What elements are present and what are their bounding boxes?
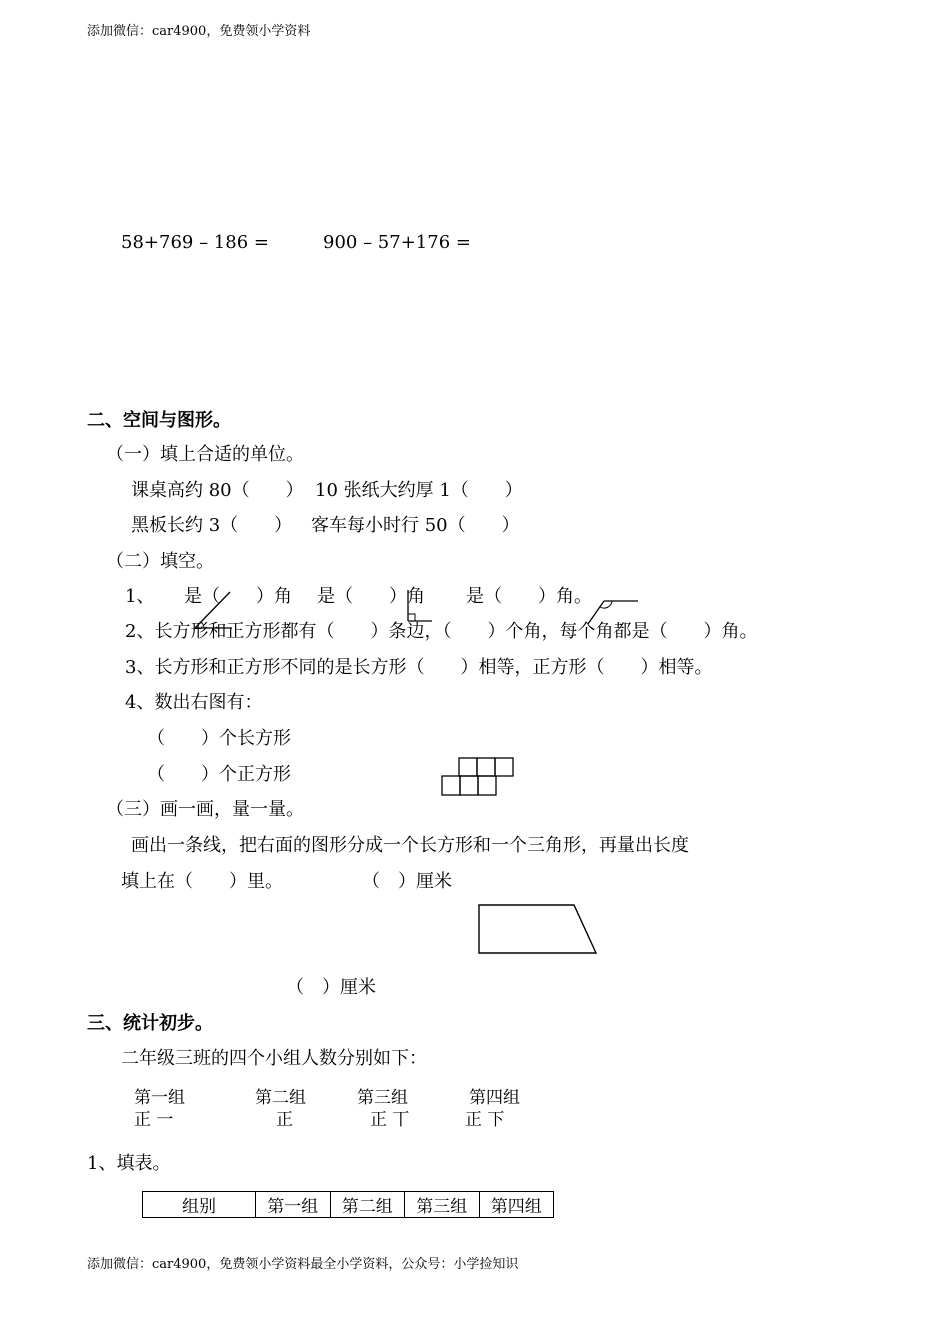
- calc-expression-2: 900 – 57+176 =: [323, 232, 471, 253]
- square-grid-figure: [440, 756, 518, 798]
- section3-title: 三、统计初步。: [87, 1013, 213, 1034]
- page-header: 添加微信：car4900，免费领小学资料: [87, 24, 311, 39]
- fill-q1-angle-c: 是（ ）角。: [466, 586, 592, 607]
- part2-title: （二）填空。: [106, 551, 214, 572]
- table-header-cell: 第二组: [330, 1192, 405, 1218]
- group-table: [142, 1191, 554, 1218]
- fill-q1-angle-a: 是（ ）角: [184, 586, 292, 607]
- trapezoid-figure: [476, 903, 602, 957]
- group-name: 第四组: [469, 1088, 520, 1108]
- table-header-cell: 组别: [143, 1192, 256, 1218]
- fill-q1-angle-b: 是（ ）角: [317, 586, 425, 607]
- table-row: [143, 1192, 554, 1218]
- fill-q1-number: 1、: [125, 586, 155, 607]
- statistics-intro: 二年级三班的四个小组人数分别如下：: [121, 1048, 427, 1069]
- unit-question-4: 客车每小时行 50（ ）: [311, 515, 520, 536]
- part3-title: （三）画一画，量一量。: [106, 799, 304, 820]
- fill-q3: 3、长方形和正方形不同的是长方形（ ）相等，正方形（ ）相等。: [125, 657, 713, 678]
- table-header-cell: 第三组: [405, 1192, 480, 1218]
- section2-title: 二、空间与图形。: [87, 410, 231, 431]
- length-label-top: （ ）厘米: [362, 871, 452, 892]
- draw-instruction-line2: 填上在（ ）里。: [121, 871, 283, 892]
- length-label-bottom: （ ）厘米: [286, 977, 376, 998]
- group-name: 第二组: [255, 1088, 306, 1108]
- draw-instruction-line1: 画出一条线，把右面的图形分成一个长方形和一个三角形，再量出长度: [131, 835, 689, 856]
- group-tally: 正 下: [465, 1110, 505, 1130]
- unit-question-3: 黑板长约 3（ ）: [131, 515, 293, 536]
- group-tally: 正: [276, 1110, 293, 1130]
- unit-question-2: 10 张纸大约厚 1（ ）: [315, 480, 523, 501]
- part1-title: （一）填上合适的单位。: [106, 444, 304, 465]
- group-tally: 正 丅: [370, 1110, 410, 1130]
- table-header-cell: 第四组: [479, 1192, 554, 1218]
- fill-table-label: 1、填表。: [87, 1153, 171, 1174]
- group-name: 第一组: [134, 1088, 185, 1108]
- group-name: 第三组: [357, 1088, 408, 1108]
- right-angle-figure: [402, 588, 436, 624]
- fill-q4: 4、数出右图有：: [125, 692, 263, 713]
- page-footer: 添加微信：car4900，免费领小学资料最全小学资料，公众号：小学捡知识: [87, 1257, 519, 1272]
- fill-q4-squares: （ ）个正方形: [147, 764, 291, 785]
- unit-question-1: 课桌高约 80（ ）: [131, 480, 304, 501]
- group-tally: 正 一: [134, 1110, 174, 1130]
- fill-q2: 2、长方形和正方形都有（ ）条边，（ ）个角，每个角都是（ ）角。: [125, 621, 758, 642]
- fill-q4-rectangles: （ ）个长方形: [147, 728, 291, 749]
- table-header-cell: 第一组: [256, 1192, 331, 1218]
- calc-expression-1: 58+769 – 186 =: [121, 232, 269, 253]
